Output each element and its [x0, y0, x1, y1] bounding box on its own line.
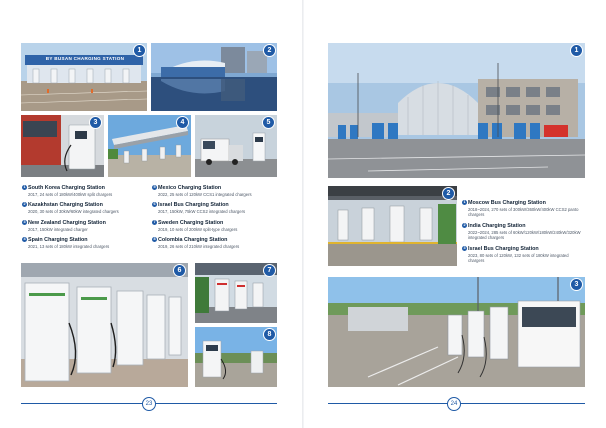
caption-title: India Charging Station — [468, 222, 526, 229]
caption-title: Moscow Bus Charging Station — [468, 200, 546, 206]
caption-item — [22, 220, 147, 232]
caption-desc: 2021, 13 sets of 180kW integrated chargers — [28, 244, 110, 250]
caption-item — [152, 185, 278, 197]
caption-item — [22, 237, 147, 249]
caption-desc: 2023, 80 sets of 120kW, 132 sets of 180kW integrated chargers — [468, 252, 569, 264]
caption-title: New Zealand Charging Station — [28, 219, 106, 226]
page-number: 24 — [447, 397, 461, 411]
page-number: 23 — [142, 397, 156, 411]
caption-item — [22, 202, 147, 214]
photo-badge: 1 — [133, 44, 146, 57]
caption-title: Spain Charging Station — [28, 237, 88, 244]
caption-block — [22, 185, 147, 250]
caption-desc: 2020, 30 sets of 30kW/60kW integrated chargers — [28, 209, 119, 215]
photo-badge: 8 — [263, 328, 276, 341]
caption-item — [22, 185, 147, 197]
caption-block — [152, 185, 278, 250]
caption-block — [462, 200, 586, 263]
caption-desc: 2017, 24 sets of 180kW/400kW split chargers — [28, 192, 113, 197]
photo-kazakhstan-station — [151, 43, 277, 111]
photo-moscow-bus-station — [328, 43, 585, 178]
caption-number: 5 — [153, 185, 156, 190]
caption-number: 1 — [23, 185, 26, 190]
caption-title: Mexico Charging Station — [158, 185, 222, 191]
caption-item — [152, 220, 278, 232]
caption-item — [462, 223, 586, 241]
caption-number: 3 — [23, 219, 26, 224]
photo-badge: 2 — [263, 44, 276, 57]
caption-title: Sweden Charging Station — [158, 219, 224, 226]
caption-title: Kazakhstan Charging Station — [28, 202, 103, 209]
photo-israel-bus-depot — [328, 277, 585, 387]
caption-number: 2 — [23, 202, 26, 207]
caption-number: 3 — [463, 245, 466, 250]
photo-badge: 4 — [176, 116, 189, 129]
caption-item — [462, 246, 586, 264]
caption-number: 4 — [23, 237, 26, 242]
caption-desc: 2022, 25 sets of 120kW CCS1 integrated chargers — [158, 192, 252, 197]
caption-title: Colombia Charging Station — [158, 237, 228, 244]
caption-desc: 2022~2024, 285 sets of 60kW/120kW/180kW/240kW/320kW integrated chargers — [468, 229, 581, 241]
caption-item — [152, 202, 278, 214]
caption-item — [462, 200, 586, 218]
caption-number: 1 — [463, 200, 466, 205]
caption-desc: 2019, 10 sets of 200kW split-type chargers — [158, 226, 238, 232]
caption-title: South Korea Charging Station — [28, 185, 105, 191]
photo-badge: 3 — [89, 116, 102, 129]
photo-south-korea-station — [21, 43, 147, 111]
caption-number: 2 — [463, 222, 466, 227]
photo-badge: 1 — [570, 44, 583, 57]
photo-badge: 5 — [262, 116, 275, 129]
caption-title: Israel Bus Charging Station — [158, 202, 229, 209]
caption-number: 6 — [153, 202, 156, 207]
caption-desc: 2018~2024, 270 sets of 300kW/360kW/400kW CCS2 panto chargers — [468, 207, 579, 218]
caption-desc: 2017, 150kW integrated charger — [28, 226, 88, 232]
photo-sign-text: BY BUSAN CHARGING STATION — [45, 56, 125, 61]
photo-israel-bus-station — [21, 263, 188, 387]
right-page — [304, 0, 606, 428]
photo-badge: 3 — [570, 278, 583, 291]
caption-title: Israel Bus Charging Station — [468, 245, 539, 252]
photo-badge: 2 — [442, 187, 455, 200]
caption-number: 8 — [153, 237, 156, 242]
photo-badge: 6 — [173, 264, 186, 277]
caption-item — [152, 237, 278, 249]
caption-desc: 2019, 26 sets of 210kW integrated chargers — [158, 244, 240, 250]
caption-number: 7 — [153, 219, 156, 224]
left-page — [0, 0, 302, 428]
photo-india-station — [328, 186, 457, 266]
caption-desc: 2017, 150kW, 75kW CCS2 integrated chargers — [158, 209, 246, 215]
photo-badge: 7 — [263, 264, 276, 277]
